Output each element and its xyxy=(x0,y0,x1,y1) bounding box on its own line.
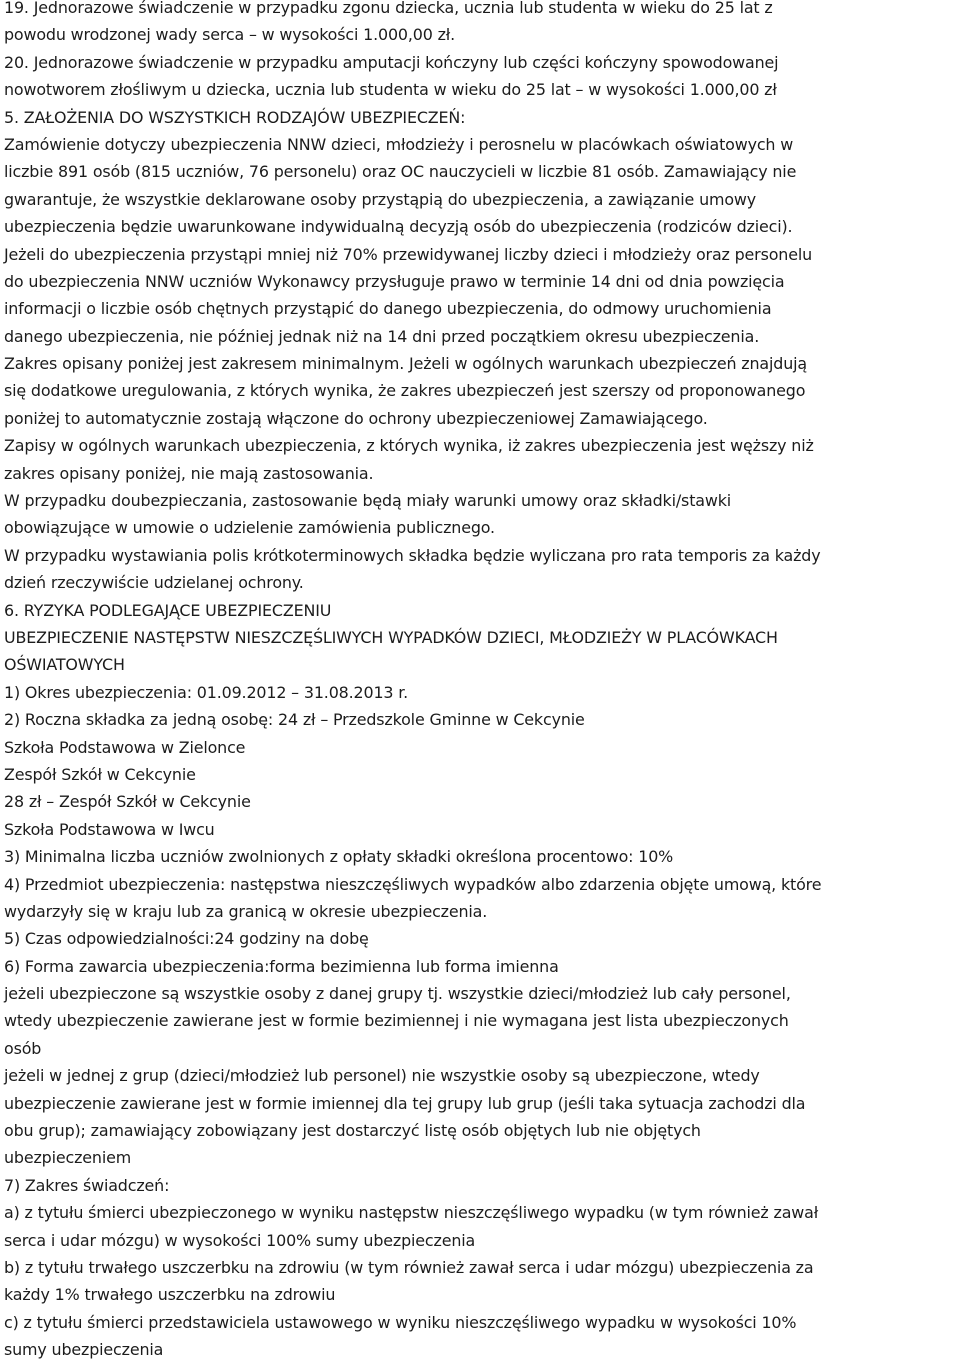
text-line: obowiązujące w umowie o udzielenie zamówienia publicznego. xyxy=(4,518,495,538)
subsection-heading: UBEZPIECZENIE NASTĘPSTW NIESZCZĘŚLIWYCH WYPADKÓW DZIECI, MŁODZIEŻY W PLACÓWKACH xyxy=(4,627,778,647)
text-line: się dodatkowe uregulowania, z których wynika, że zakres ubezpieczeń jest szerszy od proponowanego xyxy=(4,381,806,401)
text-line: obu grup); zamawiający zobowiązany jest dostarczyć listę osób objętych lub nie objętych xyxy=(4,1121,701,1141)
list-item: 7) Zakres świadczeń: xyxy=(4,1175,170,1195)
list-item: a) z tytułu śmierci ubezpieczonego w wyniku następstw nieszczęśliwego wypadku (w tym również zawał xyxy=(4,1203,819,1223)
text-line: 19. Jednorazowe świadczenie w przypadku zgonu dziecka, ucznia lub studenta w wieku do 25 lat z xyxy=(4,0,773,17)
text-line: wtedy ubezpieczenie zawierane jest w formie bezimiennej i nie wymagana jest lista ubezpieczonych xyxy=(4,1011,789,1031)
text-line: poniżej to automatycznie zostają włączone do ochrony ubezpieczeniowej Zamawiającego. xyxy=(4,408,708,428)
text-line: gwarantuje, że wszystkie deklarowane osoby przystąpią do ubezpieczenia, a zawiązanie umowy xyxy=(4,189,757,209)
text-line: do ubezpieczenia NNW uczniów Wykonawcy przysługuje prawo w terminie 14 dni od dnia powzięcia xyxy=(4,271,785,291)
text-line: Zespół Szkół w Cekcynie xyxy=(4,764,196,784)
text-line: ubezpieczenie zawierane jest w formie imiennej dla tej grupy lub grup (jeśli taka sytuacja zachodzi dla xyxy=(4,1093,806,1113)
text-line: Zapisy w ogólnych warunkach ubezpieczenia, z których wynika, iż zakres ubezpieczenia jest węższy niż xyxy=(4,436,814,456)
list-item: 1) Okres ubezpieczenia: 01.09.2012 – 31.08.2013 r. xyxy=(4,682,409,702)
text-line: jeżeli w jednej z grup (dzieci/młodzież lub personel) nie wszystkie osoby są ubezpieczone, wtedy xyxy=(4,1066,760,1086)
subsection-heading: OŚWIATOWYCH xyxy=(4,655,125,675)
text-line: ubezpieczeniem xyxy=(4,1148,132,1168)
text-line: danego ubezpieczenia, nie później jednak niż na 14 dni przed początkiem okresu ubezpieczenia. xyxy=(4,326,760,346)
text-line: każdy 1% trwałego uszczerbku na zdrowiu xyxy=(4,1285,336,1305)
text-line: Zakres opisany poniżej jest zakresem minimalnym. Jeżeli w ogólnych warunkach ubezpieczeń znajdują xyxy=(4,354,807,374)
section-heading: 5. ZAŁOŻENIA DO WSZYSTKICH RODZAJÓW UBEZPIECZEŃ: xyxy=(4,107,466,127)
text-line: Zamówienie dotyczy ubezpieczenia NNW dzieci, młodzieży i perosnelu w placówkach oświatowych w xyxy=(4,134,794,154)
text-line: dzień rzeczywiście udzielanej ochrony. xyxy=(4,573,304,593)
text-line: W przypadku wystawiania polis krótkoterminowych składka będzie wyliczana pro rata temporis za każdy xyxy=(4,545,821,565)
text-line: zakres opisany poniżej, nie mają zastosowania. xyxy=(4,463,374,483)
list-item: 6) Forma zawarcia ubezpieczenia:forma bezimienna lub forma imienna xyxy=(4,956,559,976)
text-line: serca i udar mózgu) w wysokości 100% sumy ubezpieczenia xyxy=(4,1230,476,1250)
text-line: osób xyxy=(4,1038,42,1058)
list-item: 5) Czas odpowiedzialności:24 godziny na dobę xyxy=(4,929,369,949)
text-line: sumy ubezpieczenia xyxy=(4,1340,164,1360)
text-line: wydarzyły się w kraju lub za granicą w okresie ubezpieczenia. xyxy=(4,901,488,921)
text-line: 28 zł – Zespół Szkół w Cekcynie xyxy=(4,792,251,812)
section-heading: 6. RYZYKA PODLEGAJĄCE UBEZPIECZENIU xyxy=(4,600,332,620)
text-line: nowotworem złośliwym u dziecka, ucznia lub studenta w wieku do 25 lat – w wysokości 1.000,00 zł xyxy=(4,80,777,100)
text-line: informacji o liczbie osób chętnych przystąpić do danego ubezpieczenia, do odmowy uruchomienia xyxy=(4,299,772,319)
text-line: Szkoła Podstawowa w Iwcu xyxy=(4,819,215,839)
list-item: b) z tytułu trwałego uszczerbku na zdrowiu (w tym również zawał serca i udar mózgu) ubezpieczenia za xyxy=(4,1257,814,1277)
text-line: jeżeli ubezpieczone są wszystkie osoby z danej grupy tj. wszystkie dzieci/młodzież lub cały personel, xyxy=(4,984,791,1004)
text-line: powodu wrodzonej wady serca – w wysokości 1.000,00 zł. xyxy=(4,25,456,45)
list-item: c) z tytułu śmierci przedstawiciela ustawowego w wyniku nieszczęśliwego wypadku w wysokości 10% xyxy=(4,1312,797,1332)
text-line: W przypadku doubezpieczania, zastosowanie będą miały warunki umowy oraz składki/stawki xyxy=(4,491,732,511)
list-item: 2) Roczna składka za jedną osobę: 24 zł – Przedszkole Gminne w Cekcynie xyxy=(4,710,585,730)
text-line: ubezpieczenia będzie uwarunkowane indywidualną decyzją osób do ubezpieczenia (rodziców dzieci). xyxy=(4,217,793,237)
text-line: 20. Jednorazowe świadczenie w przypadku amputacji kończyny lub części kończyny spowodowanej xyxy=(4,52,779,72)
text-line: Jeżeli do ubezpieczenia przystąpi mniej niż 70% przewidywanej liczby dzieci i młodzieży oraz personelu xyxy=(4,244,813,264)
text-line: liczbie 891 osób (815 uczniów, 76 personelu) oraz OC nauczycieli w liczbie 81 osób. Zamawiający nie xyxy=(4,162,797,182)
list-item: 4) Przedmiot ubezpieczenia: następstwa nieszczęśliwych wypadków albo zdarzenia objęte umową, które xyxy=(4,874,822,894)
list-item: 3) Minimalna liczba uczniów zwolnionych z opłaty składki określona procentowo: 10% xyxy=(4,847,674,867)
text-line: Szkoła Podstawowa w Zielonce xyxy=(4,737,246,757)
